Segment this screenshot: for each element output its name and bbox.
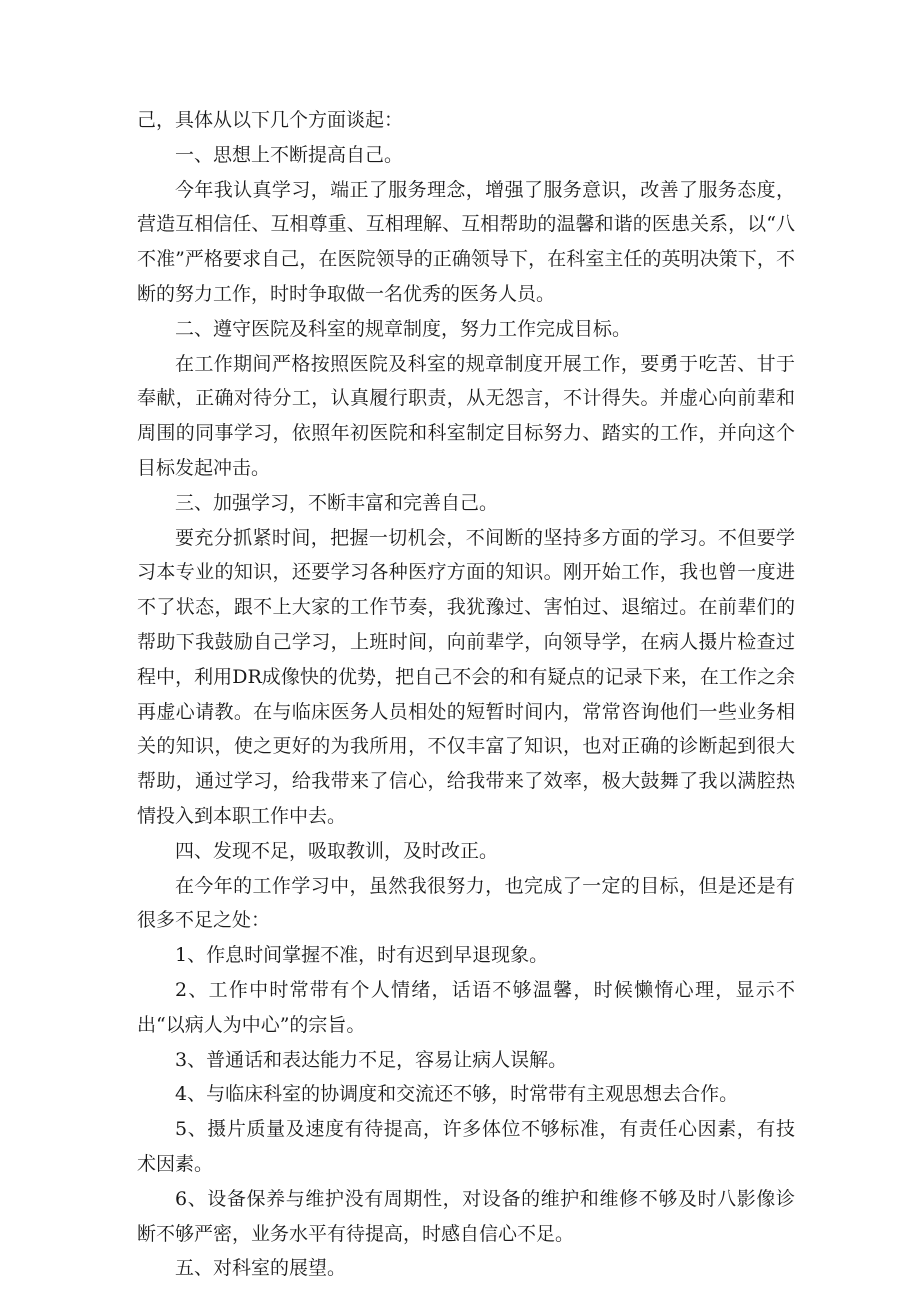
list-item-6: 6、设备保养与维护没有周期性，对设备的维护和维修不够及时八影像诊断不够严密，业务水平有待提高，时感自信心不足。	[137, 1187, 795, 1245]
section-heading-4: 四、发现不足，吸取教训，及时改正。	[175, 839, 499, 862]
paragraph-rules: 在工作期间严格按照医院及科室的规章制度开展工作，要勇于吃苦、甘于奉献，正确对待分工，认真履行职责，从无怨言，不计得失。并虚心向前辈和周围的同事学习，依照年初医院和科室制定目标努力、踏实的工作，并向这个目标发起冲击。	[137, 352, 795, 479]
section-heading-2: 二、遵守医院及科室的规章制度，努力工作完成目标。	[175, 317, 632, 340]
document-body	[137, 103, 795, 1286]
section-heading-5: 五、对科室的展望。	[175, 1257, 347, 1280]
paragraph-service-attitude: 今年我认真学习，端正了服务理念，增强了服务意识，改善了服务态度，营造互相信任、互相尊重、互相理解、互相帮助的温馨和谐的医患关系，以“八不准”严格要求自己，在医院领导的正确领导下，在科室主任的英明决策下，不断的努力工作，时时争取做一名优秀的医务人员。	[137, 178, 795, 305]
paragraph-continuation: 己，具体从以下几个方面谈起：	[137, 109, 404, 131]
list-item-5: 5、摄片质量及速度有待提高，许多体位不够标准，有责任心因素，有技术因素。	[137, 1118, 795, 1175]
paragraph-shortcomings-intro: 在今年的工作学习中，虽然我很努力，也完成了一定的目标，但是还是有很多不足之处：	[137, 874, 795, 932]
list-item-2: 2、工作中时常带有个人情绪，话语不够温馨，时候懒惰心理，显示不出“以病人为中心”的宗旨。	[137, 978, 795, 1036]
list-item-3: 3、普通话和表达能力不足，容易让病人误解。	[175, 1048, 568, 1071]
section-heading-1: 一、思想上不断提高自己。	[175, 143, 404, 166]
section-heading-3: 三、加强学习，不断丰富和完善自己。	[175, 491, 499, 514]
paragraph-learning: 要充分抓紧时间，把握一切机会，不间断的坚持多方面的学习。不但要学习本专业的知识，还要学习各种医疗方面的知识。刚开始工作，我也曾一度进不了状态，跟不上大家的工作节奏，我犹豫过、害怕过、退缩过。在前辈们的帮助下我鼓励自己学习，上班时间，向前辈学，向领导学，在病人摄片检查过程中，利用DR成像快的优势，把自己不会的和有疑点的记录下来，在工作之余再虚心请教。在与临床医务人员相处的短暂时间内，常常咨询他们一些业务相关的知识，使之更好的为我所用，不仅丰富了知识，也对正确的诊断起到很大帮助，通过学习，给我带来了信心，给我带来了效率，极大鼓舞了我以满腔热情投入到本职工作中去。	[137, 526, 795, 827]
list-item-4: 4、与临床科室的协调度和交流还不够，时常带有主观思想去合作。	[175, 1083, 739, 1106]
list-item-1: 1、作息时间掌握不准，时有迟到早退现象。	[175, 944, 549, 967]
